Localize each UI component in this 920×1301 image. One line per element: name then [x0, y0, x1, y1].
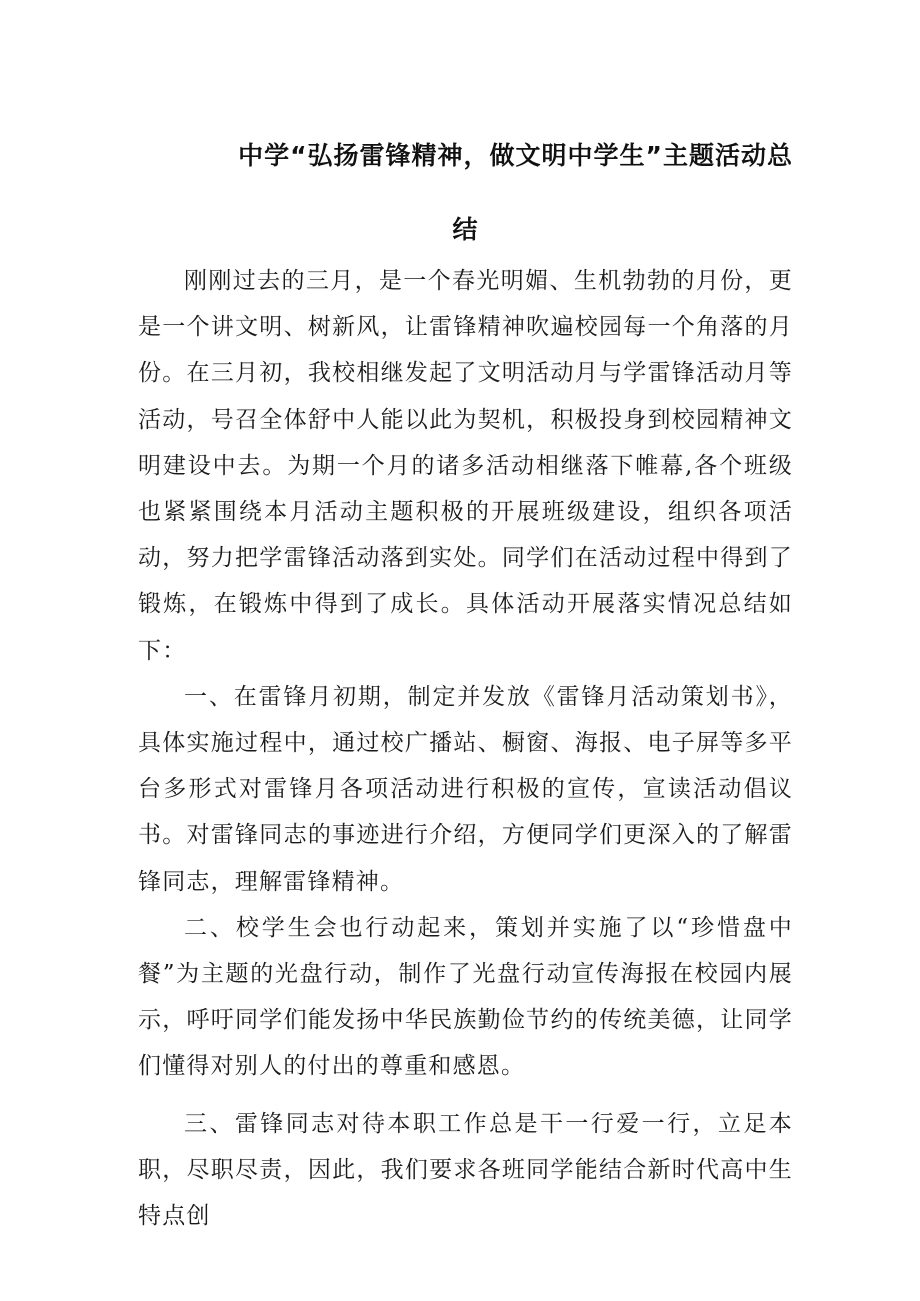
paragraph-item-1: 一、在雷锋月初期，制定并发放《雷锋月活动策划书》，具体实施过程中，通过校广播站、橱窗、海报、电子屏等多平台多形式对雷锋月各项活动进行积极的宣传，宣读活动倡议书。对雷锋同志的事迹进行介绍，方便同学们更深入的了解雷锋同志，理解雷锋精神。: [138, 683, 793, 895]
document-title: 中学“弘扬雷锋精神，做文明中学生”主题活动总: [238, 141, 793, 170]
paragraph-item-3: 三、雷锋同志对待本职工作总是干一行爱一行，立足本职，尽职尽责，因此，我们要求各班同学能结合新时代高中生特点创: [138, 1110, 793, 1230]
document-body: [138, 258, 793, 1239]
document-title-continuation: 结: [452, 215, 479, 244]
paragraph-item-2: 二、校学生会也行动起来，策划并实施了以“珍惜盘中餐”为主题的光盘行动，制作了光盘行动宣传海报在校园内展示，呼吁同学们能发扬中华民族勤俭节约的传统美德，让同学们懂得对别人的付出的尊重和感恩。: [138, 914, 793, 1080]
paragraph-intro: 刚刚过去的三月，是一个春光明媚、生机勃勃的月份，更是一个讲文明、树新风，让雷锋精神吹遍校园每一个角落的月份。在三月初，我校相继发起了文明活动月与学雷锋活动月等活动，号召全体舒中人能以此为契机，积极投身到校园精神文明建设中去。为期一个月的诸多活动相继落下帷幕,各个班级也紧紧围绕本月活动主题积极的开展班级建设，组织各项活动，努力把学雷锋活动落到实处。同学们在活动过程中得到了锻炼，在锻炼中得到了成长。具体活动开展落实情况总结如下：: [138, 268, 793, 664]
